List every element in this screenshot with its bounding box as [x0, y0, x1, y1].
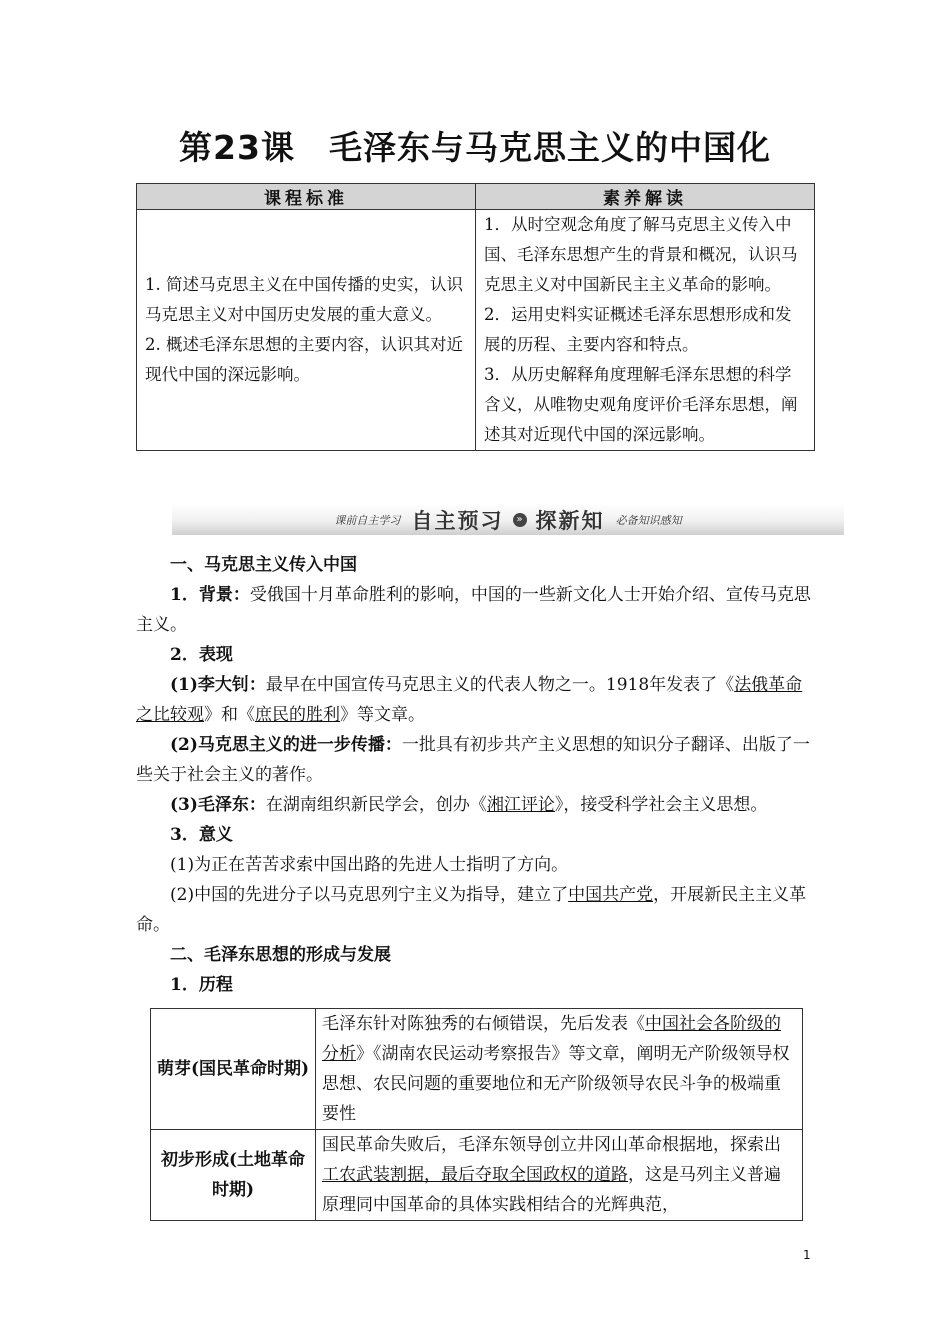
literacy-item-3: 3．从历史解释角度理解毛泽东思想的科学含义，从唯物史观角度评价毛泽东思想，阐述其对近现代中国的深远影响。: [484, 365, 798, 444]
section-banner: [172, 503, 844, 535]
table-row: [151, 1130, 803, 1221]
spread-paragraph: (2)马克思主义的进一步传播：一批具有初步共产主义思想的知识分子翻译、出版了一些关于社会主义的著作。: [136, 735, 810, 785]
stage-description: 国民革命失败后，毛泽东领导创立井冈山革命根据地，探索出工农武装割据，最后夺取全国政权的道路，这是马列主义普遍原理同中国革命的具体实践相结合的光辉典范，: [316, 1130, 803, 1221]
course-standard-cell: [137, 210, 476, 451]
background-paragraph: 1．背景：受俄国十月革命胜利的影响，中国的一些新文化人士开始介绍、宣传马克思主义。: [136, 585, 811, 635]
manifestation-heading: 2．表现: [170, 645, 233, 665]
page-title: 第23课 毛泽东与马克思主义的中国化: [179, 128, 771, 167]
double-arrow-icon: »: [513, 513, 527, 527]
section1-heading: 一、马克思主义传入中国: [170, 555, 357, 575]
header-literacy-interpretation: 素养解读: [476, 184, 815, 210]
li-dazhao-paragraph: (1)李大钊：最早在中国宣传马克思主义的代表人物之一。1918年发表了《法俄革命之比较观》和《庶民的胜利》等文章。: [136, 675, 803, 725]
literacy-cell: [476, 210, 815, 451]
standard-item-2: 2. 概述毛泽东思想的主要内容，认识其对近现代中国的深远影响。: [145, 335, 463, 384]
table-row: [151, 1009, 803, 1130]
significance-2: (2)中国的先进分子以马克思列宁主义为指导，建立了中国共产党，开展新民主主义革命。: [136, 885, 807, 935]
history-table: [150, 1008, 803, 1221]
header-course-standard: 课程标准: [137, 184, 476, 210]
stage-description: 毛泽东针对陈独秀的右倾错误，先后发表《中国社会各阶级的分析》《湖南农民运动考察报告》等文章，阐明无产阶级领导权思想、农民问题的重要地位和无产阶级领导农民斗争的极端重要性: [316, 1009, 803, 1130]
stage-cell: 萌芽(国民革命时期): [151, 1009, 316, 1130]
literacy-item-2: 2．运用史料实证概述毛泽东思想形成和发展的历程、主要内容和特点。: [484, 305, 792, 354]
banner-main-b: 探新知: [535, 509, 605, 533]
stage-cell: 初步形成(土地革命时期): [151, 1130, 316, 1221]
standards-table: [136, 183, 815, 451]
section2-heading: 二、毛泽东思想的形成与发展: [170, 945, 391, 965]
standard-item-1: 1. 简述马克思主义在中国传播的史实，认识马克思主义对中国历史发展的重大意义。: [145, 275, 463, 324]
banner-left-label: 课前自主学习: [334, 514, 401, 527]
significance-heading: 3．意义: [170, 825, 233, 845]
banner-right-label: 必备知识感知: [615, 514, 682, 527]
banner-main-a: 自主预习: [411, 509, 504, 533]
main-content: [136, 550, 816, 1000]
significance-1: (1)为正在苦苦求索中国出路的先进人士指明了方向。: [170, 855, 569, 875]
history-subheading: 1．历程: [170, 975, 233, 995]
page-number: 1: [803, 1248, 811, 1262]
literacy-item-1: 1．从时空观念角度了解马克思主义传入中国、毛泽东思想产生的背景和概况，认识马克思主义对中国新民主主义革命的影响。: [484, 215, 798, 294]
mao-paragraph: (3)毛泽东：在湖南组织新民学会，创办《湘江评论》，接受科学社会主义思想。: [170, 795, 768, 815]
